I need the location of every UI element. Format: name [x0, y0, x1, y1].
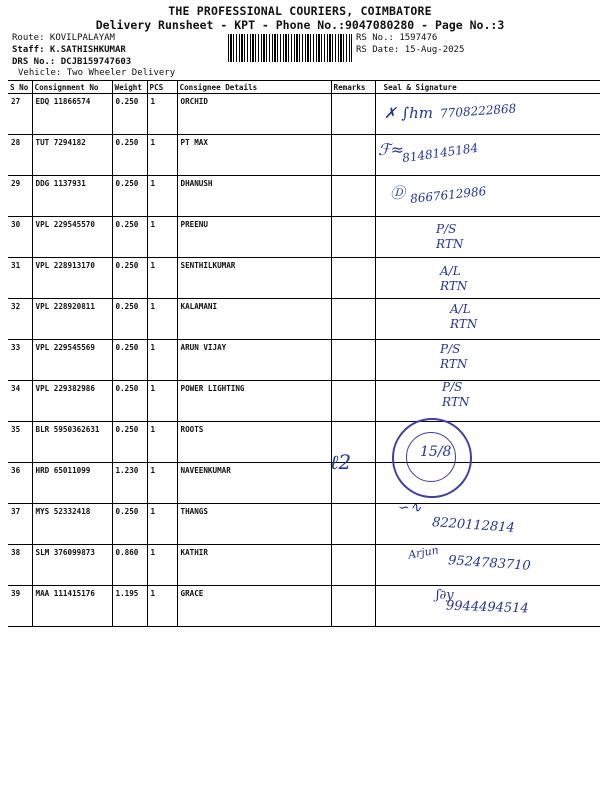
handwritten-phone: 9524783710: [447, 553, 532, 574]
cell-remarks: [331, 504, 375, 545]
cell-remarks: [331, 340, 375, 381]
table-header-row: [8, 81, 600, 94]
cell-weight: 0.250: [112, 504, 147, 545]
cell-signature: [375, 381, 600, 422]
cell-pcs: 1: [147, 586, 177, 627]
col-weight: Weight: [112, 81, 147, 94]
cell-sno: 29: [8, 176, 32, 217]
cell-consignment: EDQ 11866574: [32, 94, 112, 135]
cell-signature: [375, 258, 600, 299]
cell-consignee: NAVEENKUMAR: [177, 463, 331, 504]
cell-pcs: 1: [147, 94, 177, 135]
handwritten-remark: P/S RTN: [436, 222, 464, 251]
cell-signature: [375, 217, 600, 258]
rs-date: RS Date: 15-Aug-2025: [356, 45, 465, 55]
barcode: [228, 34, 352, 62]
cell-remarks: [331, 176, 375, 217]
signature-scribble: ∽∿: [398, 500, 422, 516]
cell-weight: 0.250: [112, 176, 147, 217]
cell-consignment: VPL 229545569: [32, 340, 112, 381]
table-row: [8, 135, 600, 176]
cell-consignee: ARUN VIJAY: [177, 340, 331, 381]
col-remarks: Remarks: [331, 81, 375, 94]
signature-scribble: ℱ≈: [378, 140, 404, 159]
cell-consignment: VPL 229382986: [32, 381, 112, 422]
col-sno: S No: [8, 81, 32, 94]
cell-pcs: 1: [147, 463, 177, 504]
cell-consignee: KATHIR: [177, 545, 331, 586]
handwritten-remark: P/S RTN: [440, 342, 468, 371]
handwritten-date: 15/8: [420, 444, 452, 460]
handwritten-phone: 8667612986: [409, 184, 487, 206]
cell-pcs: 1: [147, 217, 177, 258]
cell-sno: 27: [8, 94, 32, 135]
handwritten-remark: A/L RTN: [440, 264, 468, 293]
cell-sno: 35: [8, 422, 32, 463]
cell-consignee: KALAMANI: [177, 299, 331, 340]
cell-sno: 37: [8, 504, 32, 545]
cell-consignee: ROOTS: [177, 422, 331, 463]
runsheet-table: [8, 80, 600, 627]
col-pcs: PCS: [147, 81, 177, 94]
col-consignee: Consignee Details: [177, 81, 331, 94]
cell-sno: 38: [8, 545, 32, 586]
cell-sno: 33: [8, 340, 32, 381]
cell-consignee: PT MAX: [177, 135, 331, 176]
cell-consignment: MAA 111415176: [32, 586, 112, 627]
cell-pcs: 1: [147, 340, 177, 381]
runsheet-subtitle: Delivery Runsheet - KPT - Phone No.:9047080280 - Page No.:3: [95, 18, 505, 32]
rs-number: RS No.: 1597476: [356, 33, 438, 43]
cell-consignment: VPL 229545570: [32, 217, 112, 258]
staff-label: Staff: K.SATHISHKUMAR: [12, 45, 126, 55]
cell-sno: 39: [8, 586, 32, 627]
cell-pcs: 1: [147, 381, 177, 422]
cell-remarks: [331, 258, 375, 299]
cell-consignment: SLM 376099873: [32, 545, 112, 586]
cell-consignee: DHANUSH: [177, 176, 331, 217]
cell-remarks: [331, 94, 375, 135]
cell-consignment: MYS 52332418: [32, 504, 112, 545]
cell-weight: 0.250: [112, 422, 147, 463]
cell-consignment: HRD 65011099: [32, 463, 112, 504]
cell-consignee: PREENU: [177, 217, 331, 258]
cell-pcs: 1: [147, 422, 177, 463]
col-signature: Seal & Signature: [375, 81, 600, 94]
cell-weight: 0.250: [112, 340, 147, 381]
handwritten-phone: 8220112814: [431, 515, 516, 536]
cell-remarks: [331, 586, 375, 627]
cell-weight: 0.250: [112, 381, 147, 422]
cell-weight: 0.250: [112, 258, 147, 299]
table-row: [8, 422, 600, 463]
cell-weight: 0.250: [112, 299, 147, 340]
cell-weight: 1.195: [112, 586, 147, 627]
cell-weight: 0.250: [112, 135, 147, 176]
table-row: [8, 217, 600, 258]
col-consignment: Consignment No: [32, 81, 112, 94]
table-row: [8, 463, 600, 504]
cell-sno: 34: [8, 381, 32, 422]
cell-remarks: [331, 381, 375, 422]
cell-consignee: POWER LIGHTING: [177, 381, 331, 422]
table-row: [8, 299, 600, 340]
cell-pcs: 1: [147, 299, 177, 340]
cell-weight: 0.250: [112, 94, 147, 135]
handwritten-phone: 8148145184: [401, 140, 479, 166]
vehicle-label: Vehicle: Two Wheeler Delivery: [18, 68, 176, 78]
cell-consignment: VPL 228913170: [32, 258, 112, 299]
table-row: [8, 381, 600, 422]
cell-pcs: 1: [147, 176, 177, 217]
handwritten-phone: 7708222868: [439, 101, 517, 121]
cell-sno: 32: [8, 299, 32, 340]
signature-scribble: Ⓓ: [390, 184, 406, 202]
cell-signature: [375, 340, 600, 381]
cell-signature: [375, 176, 600, 217]
handwritten-phone: 9944494514: [445, 598, 529, 617]
cell-remarks: [331, 217, 375, 258]
cell-weight: 0.250: [112, 217, 147, 258]
cell-remarks: [331, 135, 375, 176]
handwritten-remark: P/S RTN: [442, 380, 470, 409]
cell-pcs: 1: [147, 135, 177, 176]
signature-scribble: Arjun: [407, 543, 440, 562]
table-row: [8, 176, 600, 217]
cell-remarks: [331, 545, 375, 586]
cell-pcs: 1: [147, 258, 177, 299]
cell-sno: 28: [8, 135, 32, 176]
cell-consignee: SENTHILKUMAR: [177, 258, 331, 299]
signature-scribble: ℓ2: [330, 450, 352, 474]
runsheet-title: THE PROFESSIONAL COURIERS, COIMBATORE: [168, 4, 432, 18]
cell-sno: 31: [8, 258, 32, 299]
cell-consignment: VPL 228920811: [32, 299, 112, 340]
cell-consignment: DDG 1137931: [32, 176, 112, 217]
cell-consignee: THANGS: [177, 504, 331, 545]
cell-weight: 0.860: [112, 545, 147, 586]
cell-sno: 36: [8, 463, 32, 504]
signature-scribble: ʃ∂y: [436, 588, 454, 603]
drs-label: DRS No.: DCJB159747603: [12, 57, 132, 67]
cell-consignment: BLR 5950362631: [32, 422, 112, 463]
handwritten-remark: A/L RTN: [450, 302, 478, 331]
table-row: [8, 258, 600, 299]
table-row: [8, 340, 600, 381]
cell-consignee: GRACE: [177, 586, 331, 627]
cell-pcs: 1: [147, 504, 177, 545]
cell-remarks: [331, 299, 375, 340]
cell-sno: 30: [8, 217, 32, 258]
cell-consignment: TUT 7294182: [32, 135, 112, 176]
cell-consignee: ORCHID: [177, 94, 331, 135]
cell-pcs: 1: [147, 545, 177, 586]
route-label: Route: KOVILPALAYAM: [12, 33, 115, 43]
signature-scribble: ✗ ∫hm: [384, 104, 434, 122]
cell-weight: 1.230: [112, 463, 147, 504]
